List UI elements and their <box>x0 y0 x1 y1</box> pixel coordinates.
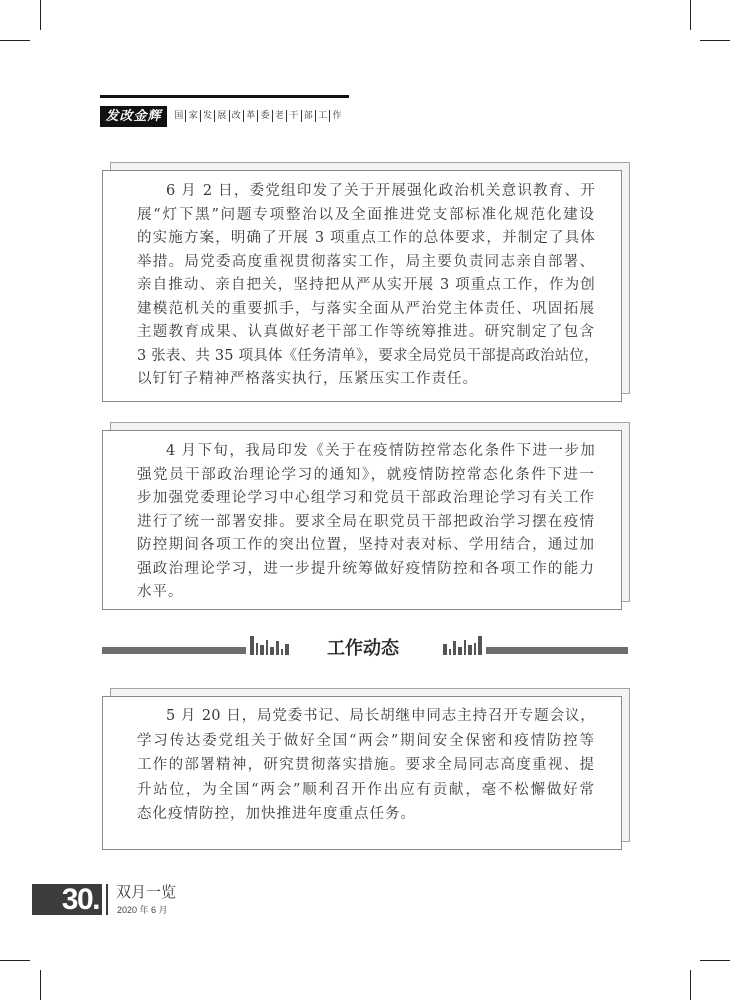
bar-chart-icon-bar <box>270 647 274 655</box>
tagline-char: 国 <box>172 110 186 122</box>
tagline-char: 家 <box>186 110 200 122</box>
tagline-char: 作 <box>332 111 342 121</box>
card-frame <box>102 170 622 402</box>
bar-chart-icon-bar <box>256 643 258 655</box>
bar-chart-icon-bar <box>449 649 451 655</box>
bar-chart-icon-bar <box>266 640 268 655</box>
article-card <box>102 170 622 402</box>
text-line: 水平。 <box>137 584 184 600</box>
bar-chart-icon-bar <box>468 645 472 655</box>
tagline-char: 发 <box>201 110 215 122</box>
bar-chart-icon-bar <box>260 645 264 655</box>
section-rule-left <box>102 647 246 654</box>
bar-chart-icon <box>443 635 483 655</box>
crop-mark <box>0 960 30 961</box>
text-line: 主题教育成果、认真做好老干部工作等统筹推进。研究制定了包含 <box>137 324 595 340</box>
text-line: 升站位，为全国“两会”顺利召开作出应有贡献，毫不松懈做好常 <box>137 781 595 798</box>
text-line: 学习传达委党组关于做好全国“两会”期间安全保密和疫情防控等 <box>137 732 595 749</box>
bar-chart-icon-bar <box>281 649 283 655</box>
tagline-char: 老 <box>273 110 287 122</box>
text-line: 的实施方案，明确了开展 3 项重点工作的总体要求，并制定了具体 <box>137 230 595 246</box>
article-card <box>102 696 622 850</box>
text-line: 建模范机关的重要抓手，与落实全面从严治党主体责任、巩固拓展 <box>137 300 595 317</box>
bar-chart-icon-bar <box>285 644 289 655</box>
text-line: 工作的部署精神，研究贯彻落实措施。要求全局同志高度重视、提 <box>137 757 595 773</box>
text-line: 4 月下旬，我局印发《关于在疫情防控常态化条件下进一步加 <box>166 443 595 459</box>
bar-chart-icon-bar <box>276 641 279 655</box>
tagline-char: 干 <box>287 110 301 122</box>
crop-mark <box>0 40 30 41</box>
crop-mark <box>40 0 41 30</box>
crop-mark <box>690 0 691 30</box>
bar-chart-icon <box>250 635 290 655</box>
crop-mark <box>700 40 730 41</box>
text-line: 举措。局党委高度重视贯彻落实工作，局主要负责同志亲自部署、 <box>137 253 595 270</box>
bar-chart-icon-bar <box>453 641 456 655</box>
text-line: 5 月 20 日，局党委书记、局长胡继申同志主持召开专题会议， <box>166 708 595 724</box>
text-line: 展“灯下黑”问题专项整治以及全面推进党支部标准化规范化建设 <box>137 206 595 223</box>
tagline-char: 革 <box>244 110 258 122</box>
article-card <box>102 430 622 610</box>
article-text <box>137 440 595 605</box>
text-line: 强党员干部政治理论学习的通知》，就疫情防控常态化条件下进一 <box>137 466 595 483</box>
text-line: 6 月 2 日，委党组印发了关于开展强化政治机关意识教育、开 <box>166 183 595 199</box>
article-text <box>137 704 595 827</box>
bar-chart-icon-bar <box>478 636 482 655</box>
tagline-char: 部 <box>302 110 316 122</box>
text-line: 以钉钉子精神严格落实执行，压紧压实工作责任。 <box>137 371 478 387</box>
tagline-char: 改 <box>230 110 244 122</box>
article-text <box>137 180 599 392</box>
footer-divider <box>106 884 108 915</box>
crop-mark <box>690 970 691 1000</box>
text-line: 3 张表、共 35 项具体《任务清单》，要求全局党员干部提高政治站位， <box>137 347 599 364</box>
publication-name: 双月一览 <box>116 884 177 901</box>
section-title: 工作动态 <box>327 638 399 658</box>
bar-chart-icon-bar <box>474 643 476 655</box>
tagline-char: 委 <box>258 110 272 122</box>
section-rule-right <box>486 647 628 654</box>
text-line: 步加强党委理论学习中心组学习和党员干部政治理论学习有关工作 <box>137 490 595 506</box>
header-rule <box>100 95 349 98</box>
crop-mark <box>40 970 41 1000</box>
page-number: 30. <box>32 884 102 915</box>
column-label: 发改金辉 <box>100 106 167 127</box>
bar-chart-icon-bar <box>443 644 447 655</box>
tagline-char: 展 <box>215 110 229 122</box>
bar-chart-icon-bar <box>464 640 466 655</box>
issue-date: 2020 年 6 月 <box>117 905 168 915</box>
tagline-char: 工 <box>316 110 330 122</box>
text-line: 防控期间各项工作的突出位置，坚持对表对标、学用结合，通过加 <box>137 537 595 553</box>
card-frame <box>102 430 622 610</box>
column-tagline <box>172 109 344 123</box>
card-frame <box>102 696 622 850</box>
text-line: 亲自推动、亲自把关，坚持把从严从实开展 3 项重点工作，作为创 <box>137 277 595 293</box>
crop-mark <box>700 960 730 961</box>
text-line: 态化疫情防控，加快推进年度重点任务。 <box>137 806 416 822</box>
bar-chart-icon-bar <box>250 636 254 655</box>
bar-chart-icon-bar <box>458 647 462 655</box>
text-line: 强政治理论学习，进一步提升统筹做好疫情防控和各项工作的能力 <box>137 560 595 577</box>
text-line: 进行了统一部署安排。要求全局在职党员干部把政治学习摆在疫情 <box>137 513 595 530</box>
